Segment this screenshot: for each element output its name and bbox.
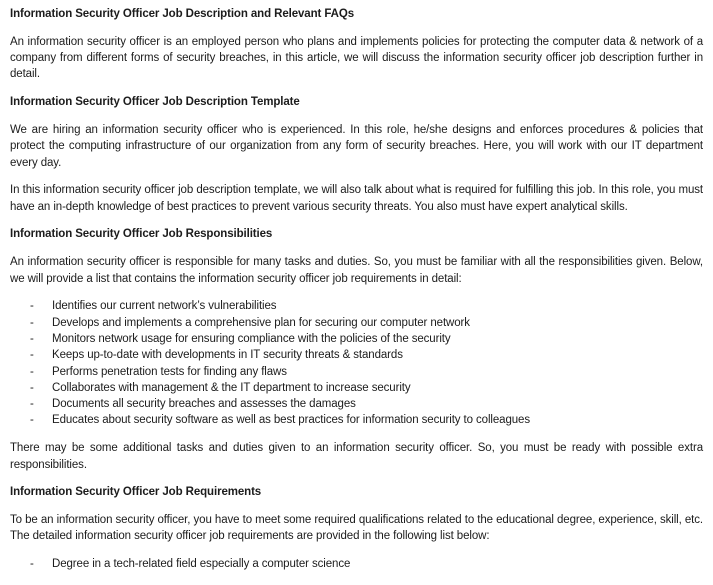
list-item-text: Educates about security software as well as best practices for information security to colleagues: [52, 414, 531, 427]
list-item-text: Documents all security breaches and assesses the damages: [52, 398, 356, 411]
list-item-text: Identifies our current network’s vulnerabilities: [52, 300, 277, 313]
bullet-marker: -: [30, 365, 34, 378]
bullet-marker: -: [30, 398, 34, 411]
responsibilities-list: [10, 298, 703, 428]
list-item: [10, 298, 703, 314]
list-item-text: Performs penetration tests for finding any flaws: [52, 365, 287, 378]
section-heading-description-template: Information Security Officer Job Description Template: [10, 96, 300, 109]
list-item: [10, 556, 703, 572]
paragraph-template-details: In this information security officer job description template, we will also talk about what is required for fulfilling this job. In this role, you must have an in-depth knowledge of best practices to prevent various security threats. You also must have expert analytical skills.: [10, 184, 703, 213]
section-heading-requirements: Information Security Officer Job Requirements: [10, 486, 262, 499]
list-item-text: Collaborates with management & the IT department to increase security: [52, 381, 411, 394]
requirements-list: [10, 556, 703, 572]
list-item: [10, 347, 703, 363]
section-heading-job-description-faqs: Information Security Officer Job Description and Relevant FAQs: [10, 8, 354, 20]
paragraph-additional-tasks: There may be some additional tasks and duties given to an information security officer. So, you must be ready with possible extra responsibilities.: [10, 442, 703, 471]
list-item: [10, 364, 703, 380]
section-heading-responsibilities: Information Security Officer Job Responsibilities: [10, 228, 273, 241]
bullet-marker: -: [30, 316, 34, 329]
list-item: [10, 331, 703, 347]
list-item: [10, 380, 703, 396]
paragraph-hiring: We are hiring an information security officer who is experienced. In this role, he/she designs and enforces procedures & policies that protect the computing infrastructure of our organization from any form of security breaches. Here, you will work with our IT department every day.: [10, 123, 703, 169]
bullet-marker: -: [30, 300, 34, 313]
list-item: [10, 412, 703, 428]
bullet-marker: -: [30, 414, 34, 427]
list-item-text: Keeps up-to-date with developments in IT security threats & standards: [52, 349, 403, 362]
paragraph-intro: An information security officer is an employed person who plans and implements policies for protecting the computer data & network of a company from different forms of security breaches, in this article, we will discuss the information security officer job description further in detail.: [10, 35, 703, 81]
list-item: [10, 396, 703, 412]
bullet-marker: -: [30, 332, 34, 345]
list-item-text: Degree in a tech-related field especially a computer science: [52, 558, 351, 571]
paragraph-requirements-intro: To be an information security officer, you have to meet some required qualifications related to the educational degree, experience, skill, etc. The detailed information security officer job requirements are provided in the following list below:: [10, 514, 703, 543]
list-item-text: Monitors network usage for ensuring compliance with the policies of the security: [52, 332, 451, 345]
paragraph-responsibilities-intro: An information security officer is responsible for many tasks and duties. So, you must be familiar with all the responsibilities given. Below, we will provide a list that contains the information security officer job requirements in detail:: [10, 256, 703, 285]
bullet-marker: -: [30, 381, 34, 394]
bullet-marker: -: [30, 349, 34, 362]
list-item-text: Develops and implements a comprehensive plan for securing our computer network: [52, 316, 470, 329]
bullet-marker: -: [30, 558, 34, 571]
list-item: [10, 315, 703, 331]
